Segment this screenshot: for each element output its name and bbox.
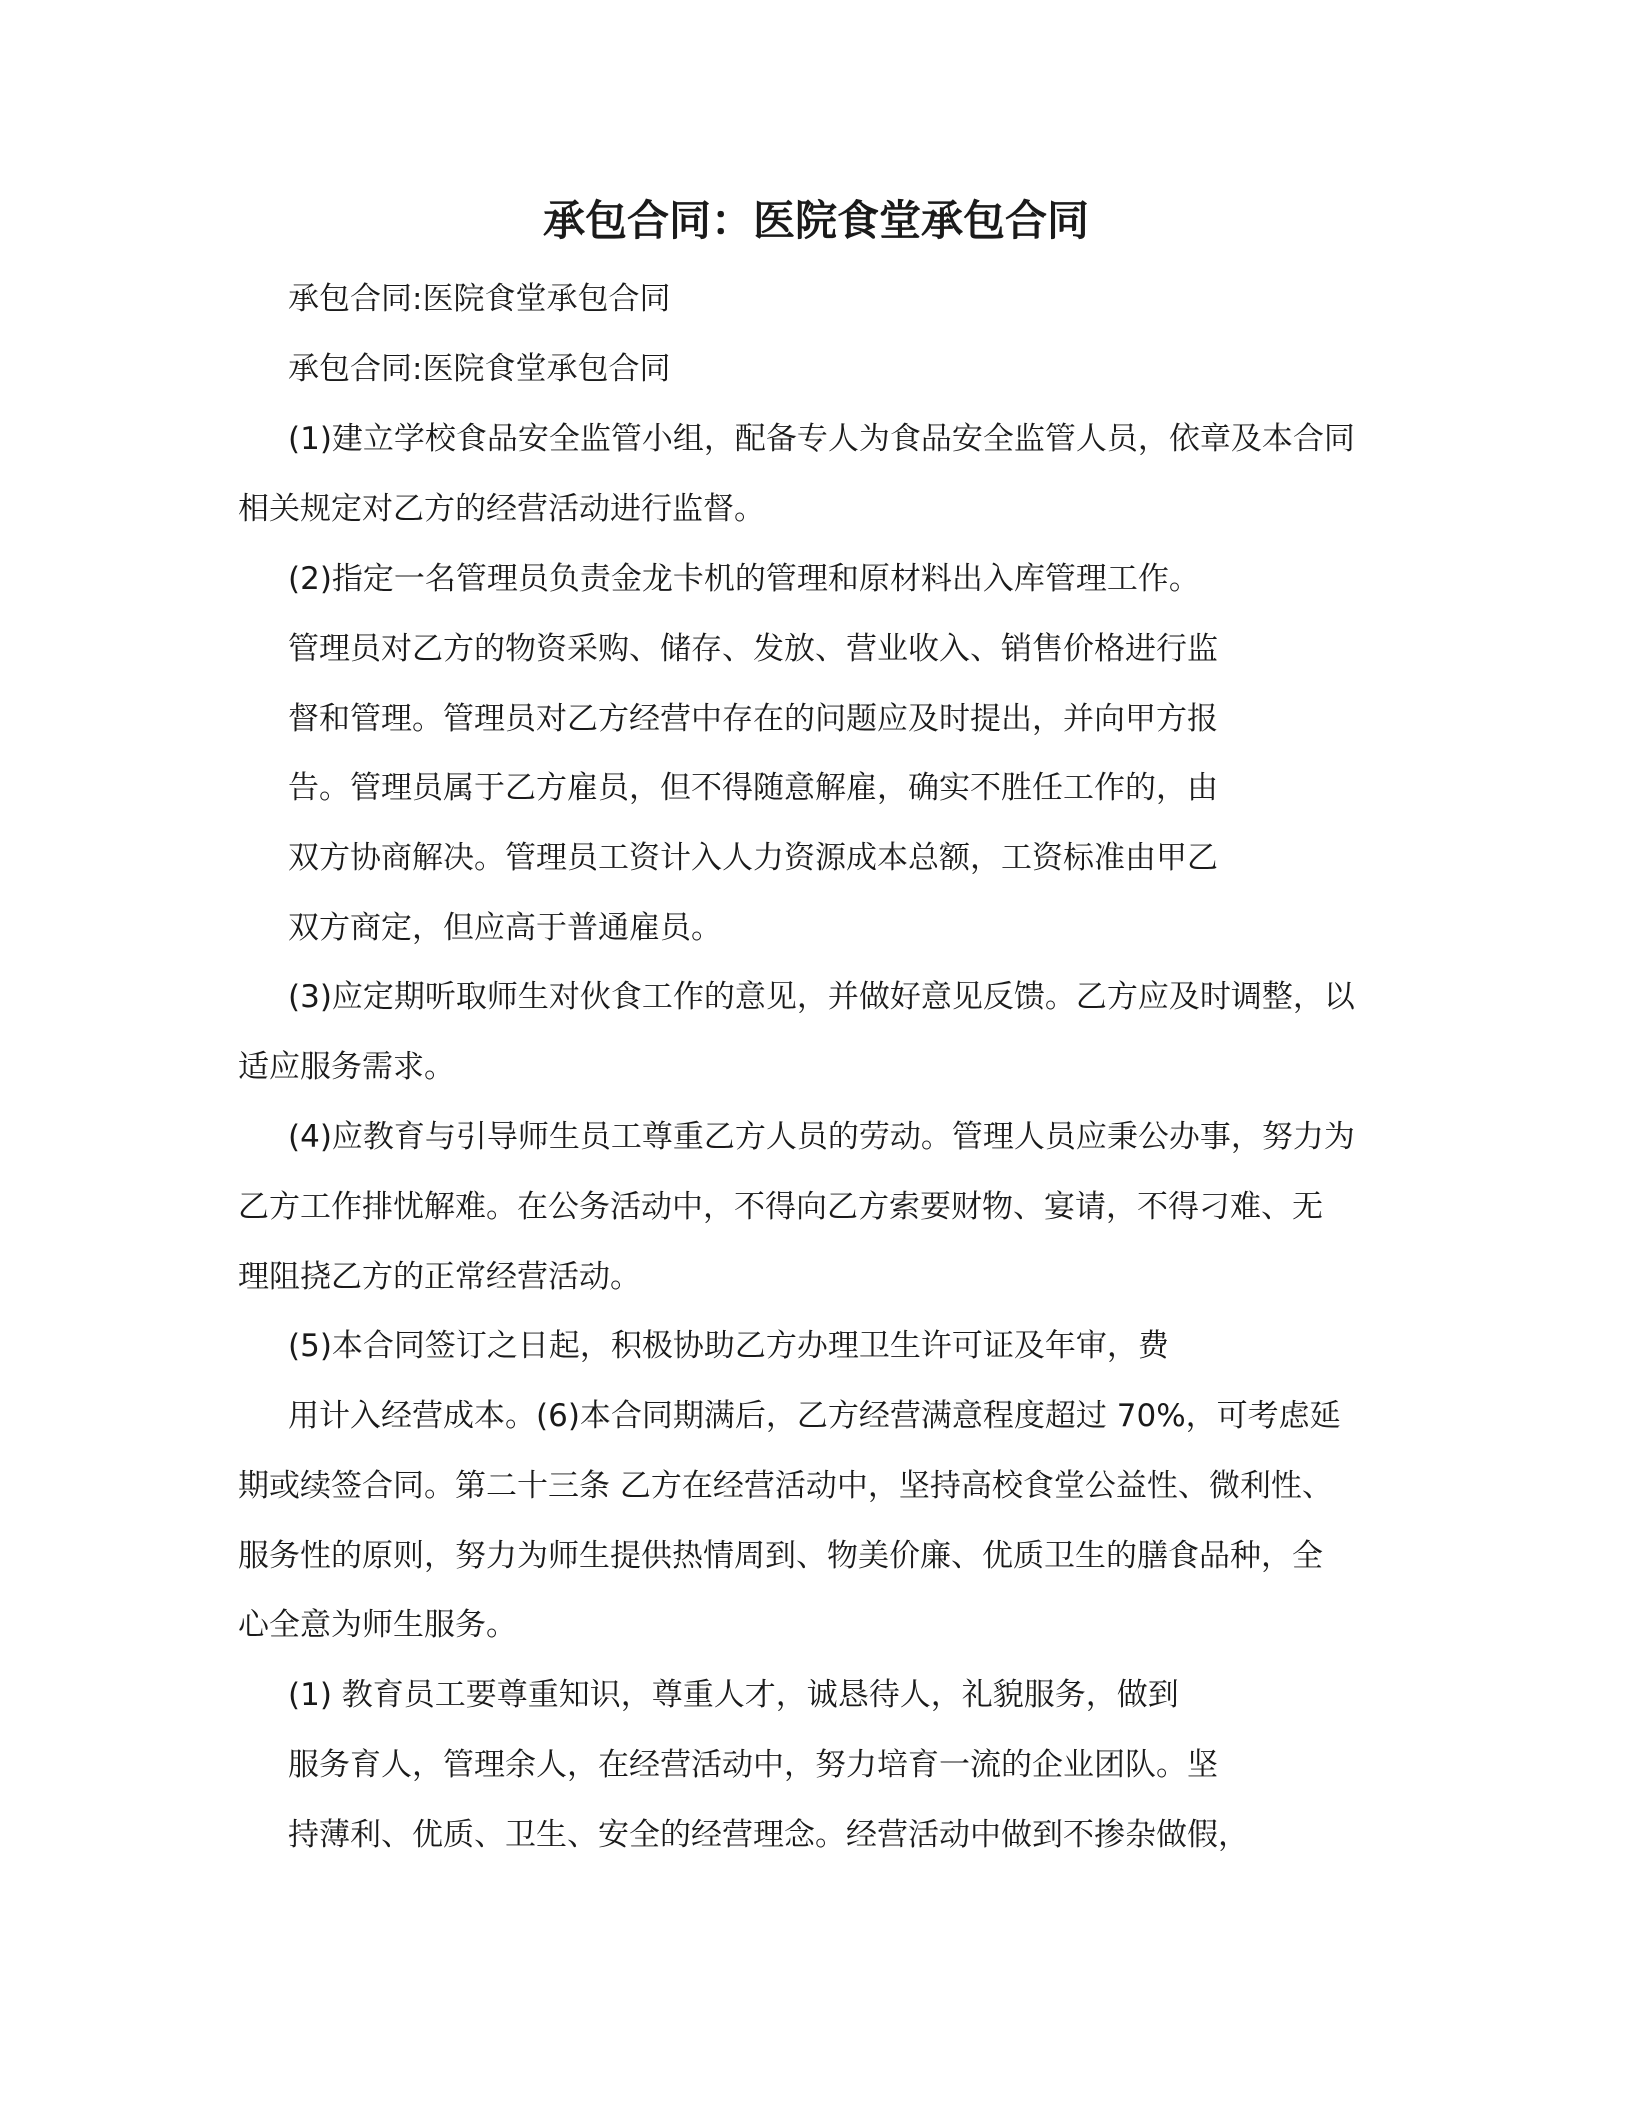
- paragraph-line: (5)本合同签订之日起，积极协助乙方办理卫生许可证及年审，费: [288, 1328, 1169, 1364]
- paragraph-line: 管理员对乙方的物资采购、储存、发放、营业收入、销售价格进行监: [288, 631, 1218, 667]
- paragraph-line: 服务性的原则，努力为师生提供热情周到、物美价廉、优质卫生的膳食品种，全: [238, 1538, 1323, 1574]
- paragraph-line: (4)应教育与引导师生员工尊重乙方人员的劳动。管理人员应秉公办事，努力为: [288, 1119, 1355, 1155]
- paragraph-line: 用计入经营成本。(6)本合同期满后，乙方经营满意程度超过 70%，可考虑延: [288, 1398, 1341, 1434]
- paragraph-line: 双方协商解决。管理员工资计入人力资源成本总额，工资标准由甲乙: [288, 840, 1218, 876]
- paragraph-line: 理阻挠乙方的正常经营活动。: [238, 1259, 641, 1295]
- paragraph-line: 告。管理员属于乙方雇员，但不得随意解雇，确实不胜任工作的，由: [288, 770, 1218, 806]
- paragraph-line: (3)应定期听取师生对伙食工作的意见，并做好意见反馈。乙方应及时调整，以: [288, 979, 1355, 1015]
- paragraph-line: (2)指定一名管理员负责金龙卡机的管理和原材料出入库管理工作。: [288, 561, 1200, 597]
- paragraph-line: 服务育人，管理余人，在经营活动中，努力培育一流的企业团队。坚: [288, 1747, 1218, 1783]
- paragraph-line: 适应服务需求。: [238, 1049, 455, 1085]
- paragraph-line: 心全意为师生服务。: [238, 1607, 517, 1643]
- paragraph-line: 持薄利、优质、卫生、安全的经营理念。经营活动中做到不掺杂做假，: [288, 1817, 1249, 1853]
- paragraph-line: 相关规定对乙方的经营活动进行监督。: [238, 491, 765, 527]
- paragraph-line: 双方商定，但应高于普通雇员。: [288, 910, 722, 946]
- paragraph-line: 承包合同:医院食堂承包合同: [288, 351, 671, 387]
- paragraph-line: (1)建立学校食品安全监管小组，配备专人为食品安全监管人员，依章及本合同: [288, 421, 1355, 457]
- document-title: 承包合同：医院食堂承包合同: [542, 196, 1089, 245]
- paragraph-line: (1) 教育员工要尊重知识，尊重人才，诚恳待人，礼貌服务，做到: [288, 1677, 1179, 1713]
- paragraph-line: 乙方工作排忧解难。在公务活动中，不得向乙方索要财物、宴请，不得刁难、无: [238, 1189, 1323, 1225]
- paragraph-line: 督和管理。管理员对乙方经营中存在的问题应及时提出，并向甲方报: [288, 701, 1218, 737]
- paragraph-line: 承包合同:医院食堂承包合同: [288, 281, 671, 317]
- paragraph-line: 期或续签合同。第二十三条 乙方在经营活动中，坚持高校食堂公益性、微利性、: [238, 1468, 1333, 1504]
